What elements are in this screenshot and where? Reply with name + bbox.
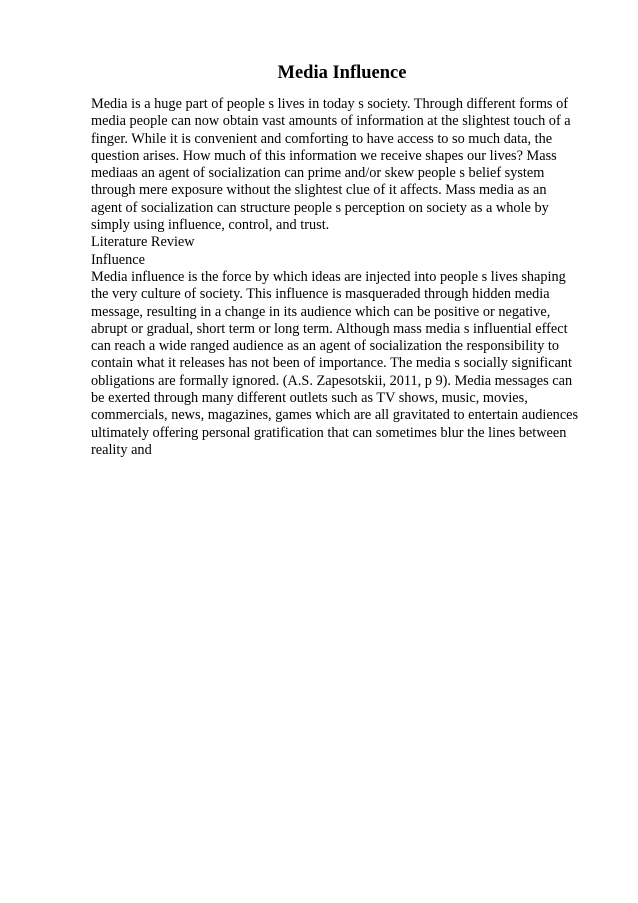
text-line: question arises. How much of this information we receive shapes our lives? Mass xyxy=(91,147,557,164)
text-line: mediaas an agent of socialization can prime and/or skew people s belief system xyxy=(91,165,545,182)
text-line: obligations are formally ignored. (A.S. Zapesotskii, 2011, p 9). Media messages can xyxy=(91,372,573,389)
text-line: the very culture of society. This influence is masqueraded through hidden media xyxy=(91,286,550,303)
text-line: Media is a huge part of people s lives in today s society. Through different forms of xyxy=(91,96,568,112)
text-line: can reach a wide ranged audience as an agent of socialization the responsibility to xyxy=(91,338,560,355)
section-heading-literature-review: Literature Review xyxy=(91,234,195,251)
text-line: finger. While it is convenient and comforting to have access to so much data, the xyxy=(91,130,553,147)
text-line: ultimately offering personal gratification that can sometimes blur the lines between xyxy=(91,424,567,441)
text-line: media people can now obtain vast amounts of information at the slightest touch of a xyxy=(91,113,571,130)
text-line: contain what it releases has not been of importance. The media s socially significant xyxy=(91,355,572,372)
text-line: commercials, news, magazines, games which are all gravitated to entertain audiences xyxy=(91,407,579,424)
document-title: Media Influence xyxy=(277,63,407,83)
text-line: simply using influence, control, and trust. xyxy=(91,217,330,234)
subsection-heading-influence: Influence xyxy=(91,251,145,268)
text-line: be exerted through many different outlets such as TV shows, music, movies, xyxy=(91,390,528,407)
text-line: through mere exposure without the slightest clue of it affects. Mass media as an xyxy=(91,182,547,199)
text-line: message, resulting in a change in its audience which can be positive or negative, xyxy=(91,303,551,320)
text-line: reality and xyxy=(91,441,152,458)
document-body xyxy=(91,96,591,459)
text-line: abrupt or gradual, short term or long term. Although mass media s influential effect xyxy=(91,320,568,337)
text-line: Media influence is the force by which ideas are injected into people s lives shaping xyxy=(91,268,566,285)
text-line: agent of socialization can structure people s perception on society as a whole by xyxy=(91,199,549,216)
